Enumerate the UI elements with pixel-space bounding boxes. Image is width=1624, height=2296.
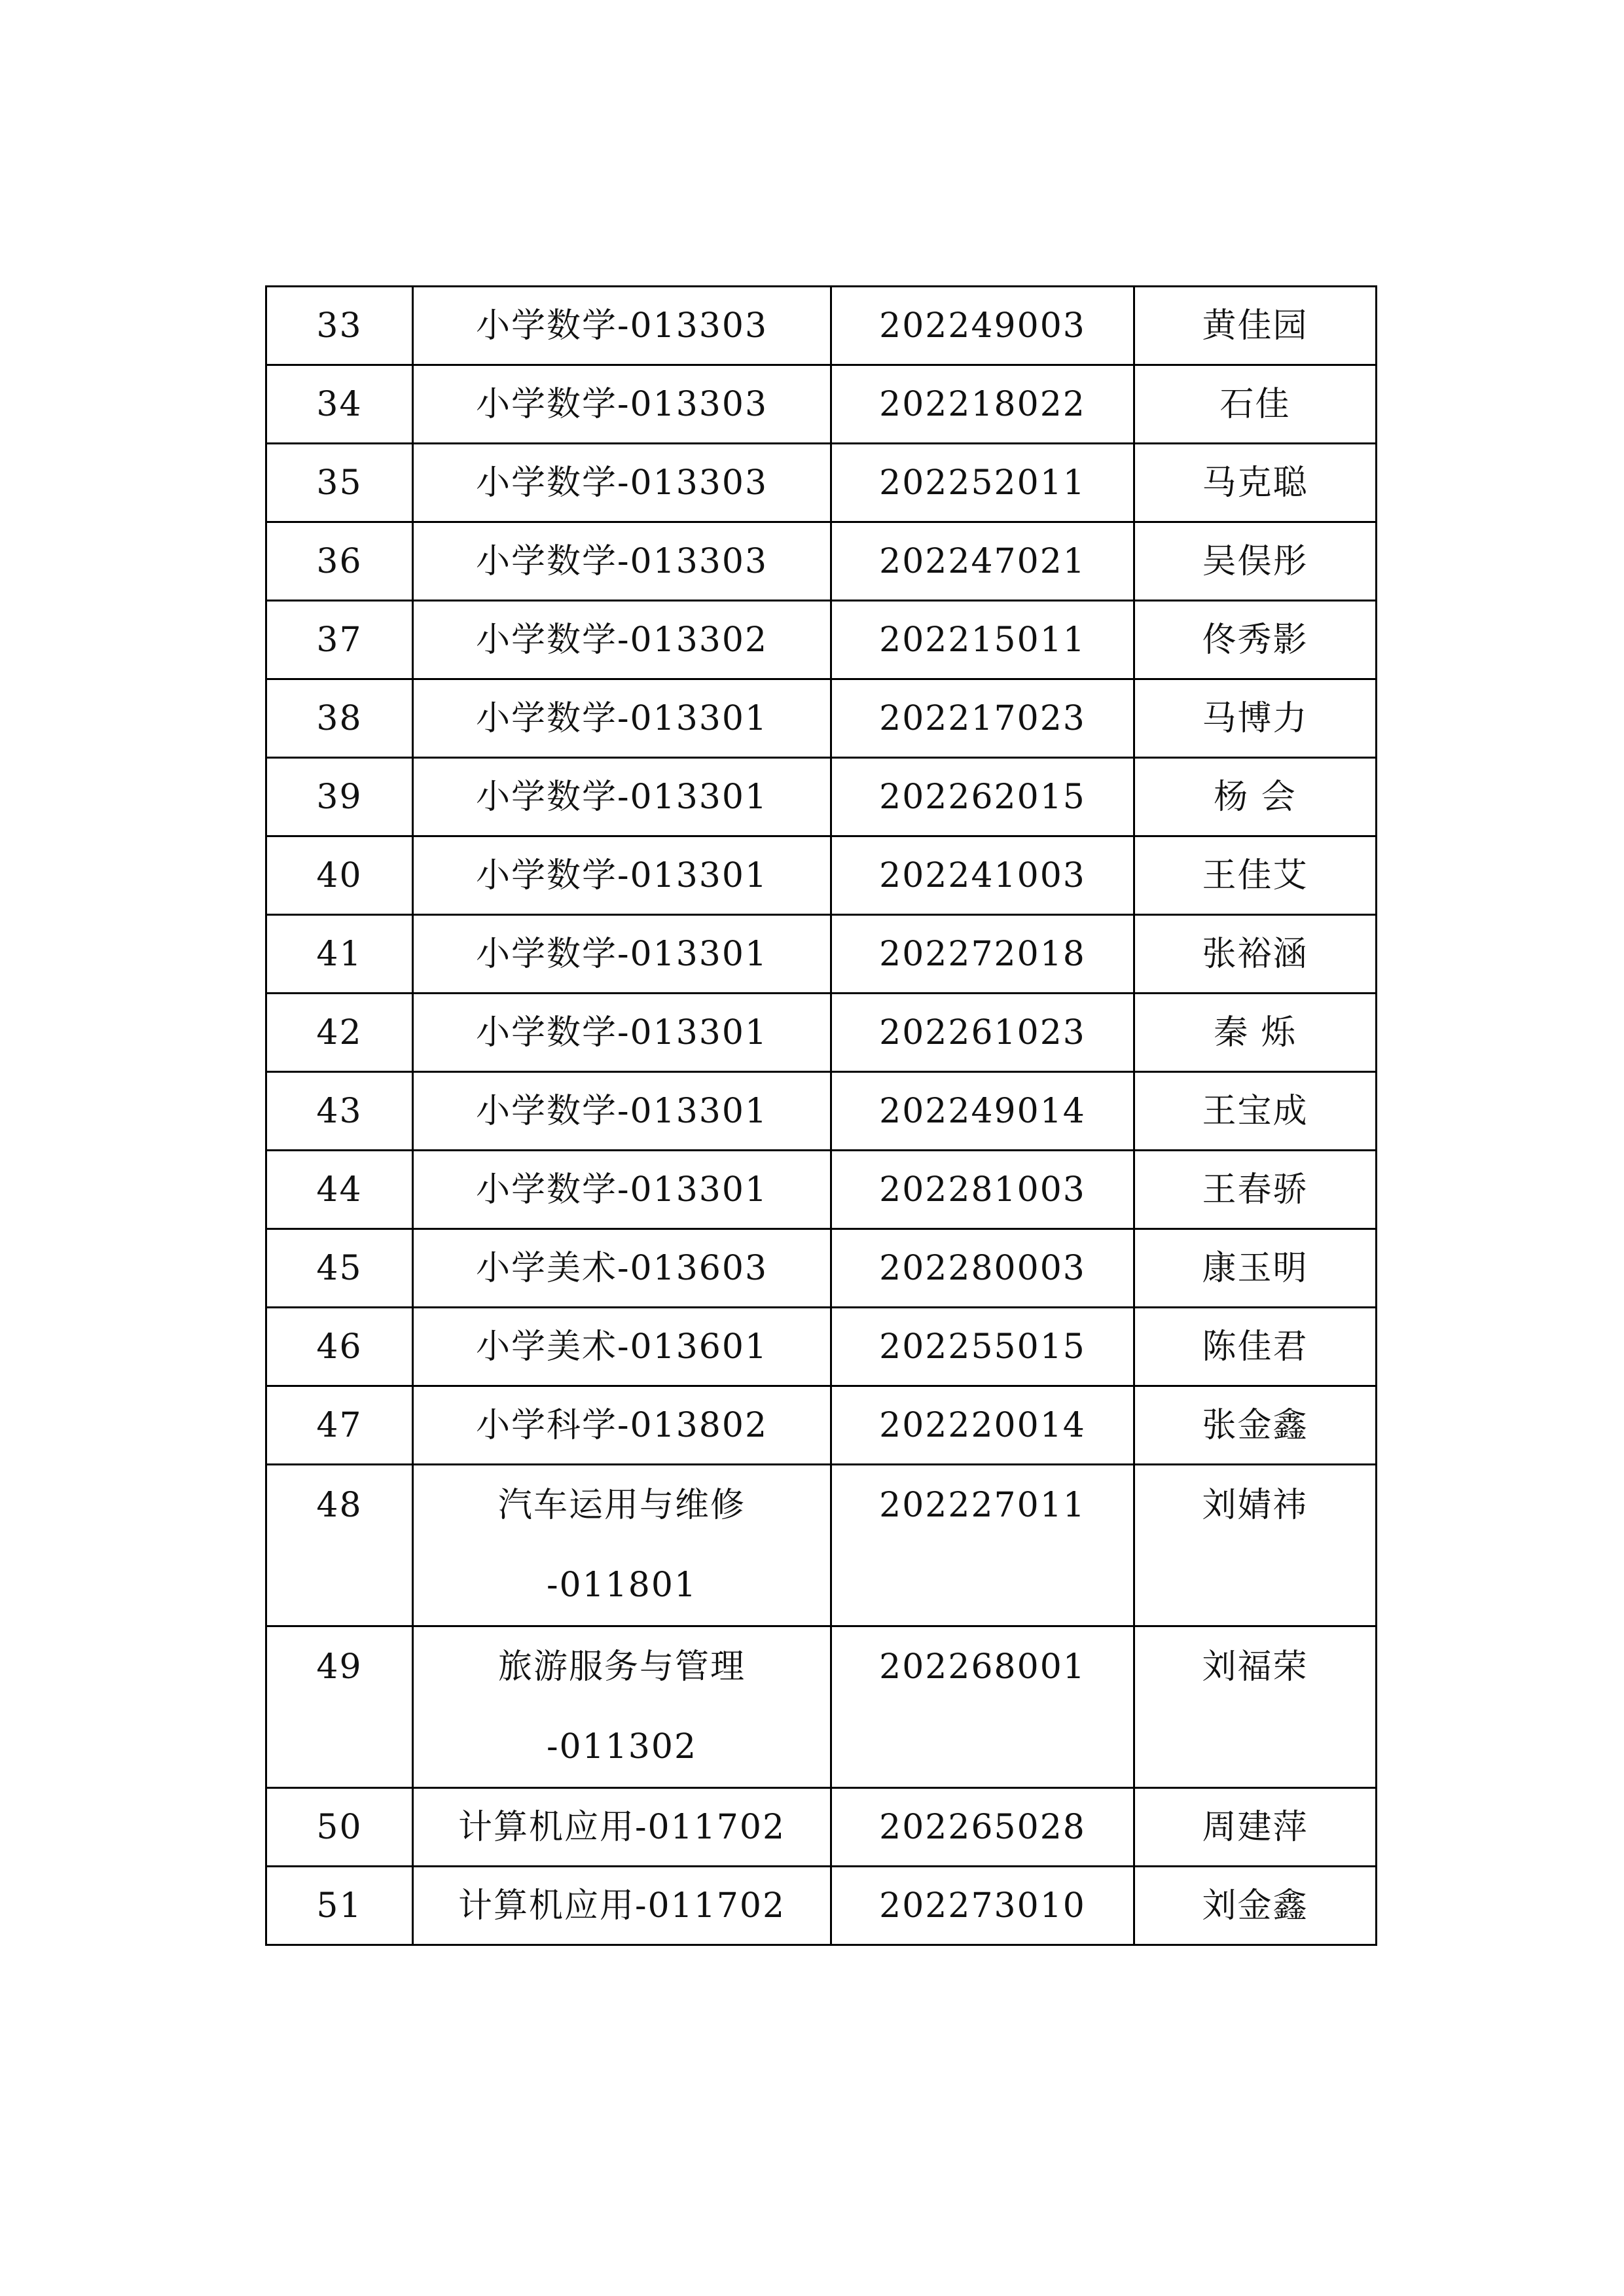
row-number: 36 [266, 522, 413, 601]
candidate-id: 202217023 [831, 679, 1134, 758]
row-number: 42 [266, 994, 413, 1072]
row-number: 37 [266, 601, 413, 679]
candidate-name: 张金鑫 [1134, 1386, 1377, 1465]
row-number: 43 [266, 1072, 413, 1151]
candidate-name: 王宝成 [1134, 1072, 1377, 1151]
row-number: 51 [266, 1867, 413, 1945]
subject-cell: 计算机应用-011702 [413, 1788, 831, 1867]
candidate-id: 202273010 [831, 1867, 1134, 1945]
subject-cell: 小学科学-013802 [413, 1386, 831, 1465]
subject-text [414, 1626, 830, 1787]
subject-cell: 小学数学-013303 [413, 444, 831, 522]
candidate-name: 康玉明 [1134, 1229, 1377, 1308]
candidate-id: 202261023 [831, 994, 1134, 1072]
candidate-name [1134, 1626, 1377, 1788]
row-number: 46 [266, 1308, 413, 1386]
subject-cell: 小学数学-013303 [413, 287, 831, 365]
subject-line: -011302 [546, 1727, 698, 1767]
candidate-name: 马博力 [1134, 679, 1377, 758]
subject-cell: 小学美术-013603 [413, 1229, 831, 1308]
candidate-name: 石佳 [1134, 365, 1377, 444]
row-number-text: 49 [316, 1647, 363, 1687]
subject-cell: 小学数学-013301 [413, 679, 831, 758]
candidate-id: 202249014 [831, 1072, 1134, 1151]
table-row [266, 915, 1377, 994]
table-row [266, 1308, 1377, 1386]
table-row [266, 1626, 1377, 1788]
candidate-name: 王春骄 [1134, 1151, 1377, 1229]
subject-cell: 小学数学-013301 [413, 1072, 831, 1151]
candidate-name: 秦 烁 [1134, 994, 1377, 1072]
table-row [266, 758, 1377, 836]
row-number: 33 [266, 287, 413, 365]
subject-cell: 小学数学-013301 [413, 994, 831, 1072]
row-number-text: 48 [316, 1486, 363, 1525]
candidate-name: 黄佳园 [1134, 287, 1377, 365]
candidate-id: 202249003 [831, 287, 1134, 365]
candidate-id [831, 1465, 1134, 1626]
subject-line: -011801 [546, 1566, 698, 1605]
row-number: 41 [266, 915, 413, 994]
subject-cell: 计算机应用-011702 [413, 1867, 831, 1945]
row-number: 38 [266, 679, 413, 758]
table-row [266, 365, 1377, 444]
candidate-name [1134, 1465, 1377, 1626]
candidate-id: 202255015 [831, 1308, 1134, 1386]
candidate-id [831, 1626, 1134, 1788]
subject-line: 汽车运用与维修 [497, 1486, 746, 1525]
subject-cell: 小学数学-013301 [413, 758, 831, 836]
candidate-name: 陈佳君 [1134, 1308, 1377, 1386]
subject-cell: 小学美术-013601 [413, 1308, 831, 1386]
candidate-name: 佟秀影 [1134, 601, 1377, 679]
candidate-name: 刘金鑫 [1134, 1867, 1377, 1945]
candidate-name: 马克聪 [1134, 444, 1377, 522]
candidate-name: 杨 会 [1134, 758, 1377, 836]
table-row [266, 679, 1377, 758]
row-number: 35 [266, 444, 413, 522]
row-number: 34 [266, 365, 413, 444]
table-row [266, 1465, 1377, 1626]
row-number: 45 [266, 1229, 413, 1308]
candidate-name-text: 刘婧祎 [1202, 1486, 1308, 1525]
subject-cell: 小学数学-013303 [413, 365, 831, 444]
subject-cell: 小学数学-013301 [413, 915, 831, 994]
table-row [266, 1867, 1377, 1945]
row-number: 39 [266, 758, 413, 836]
candidate-name: 周建萍 [1134, 1788, 1377, 1867]
candidate-id: 202252011 [831, 444, 1134, 522]
candidate-id: 202280003 [831, 1229, 1134, 1308]
row-number: 44 [266, 1151, 413, 1229]
table-row [266, 601, 1377, 679]
table-row [266, 522, 1377, 601]
candidate-id: 202281003 [831, 1151, 1134, 1229]
subject-cell: 小学数学-013302 [413, 601, 831, 679]
row-number: 47 [266, 1386, 413, 1465]
table-row [266, 994, 1377, 1072]
candidate-name: 吴俣彤 [1134, 522, 1377, 601]
table-row [266, 1788, 1377, 1867]
table-row [266, 1229, 1377, 1308]
candidate-id: 202215011 [831, 601, 1134, 679]
table-row [266, 836, 1377, 915]
candidate-id-text: 202227011 [879, 1486, 1086, 1525]
candidate-id: 202241003 [831, 836, 1134, 915]
table-row [266, 1151, 1377, 1229]
candidate-id-text: 202268001 [879, 1647, 1086, 1687]
subject-cell [413, 1626, 831, 1788]
candidate-table [265, 285, 1377, 1946]
candidate-name-text: 刘福荣 [1202, 1647, 1308, 1687]
row-number [266, 1626, 413, 1788]
candidate-id: 202247021 [831, 522, 1134, 601]
candidate-id: 202265028 [831, 1788, 1134, 1867]
subject-cell: 小学数学-013303 [413, 522, 831, 601]
row-number: 50 [266, 1788, 413, 1867]
candidate-id: 202272018 [831, 915, 1134, 994]
subject-cell: 小学数学-013301 [413, 1151, 831, 1229]
table-row [266, 1386, 1377, 1465]
table-row [266, 444, 1377, 522]
table-row [266, 1072, 1377, 1151]
candidate-id: 202220014 [831, 1386, 1134, 1465]
subject-cell [413, 1465, 831, 1626]
candidate-id: 202262015 [831, 758, 1134, 836]
candidate-name: 张裕涵 [1134, 915, 1377, 994]
subject-text [414, 1465, 830, 1626]
subject-cell: 小学数学-013301 [413, 836, 831, 915]
table-row [266, 287, 1377, 365]
row-number [266, 1465, 413, 1626]
row-number: 40 [266, 836, 413, 915]
candidate-name: 王佳艾 [1134, 836, 1377, 915]
subject-line: 旅游服务与管理 [497, 1647, 746, 1687]
candidate-id: 202218022 [831, 365, 1134, 444]
